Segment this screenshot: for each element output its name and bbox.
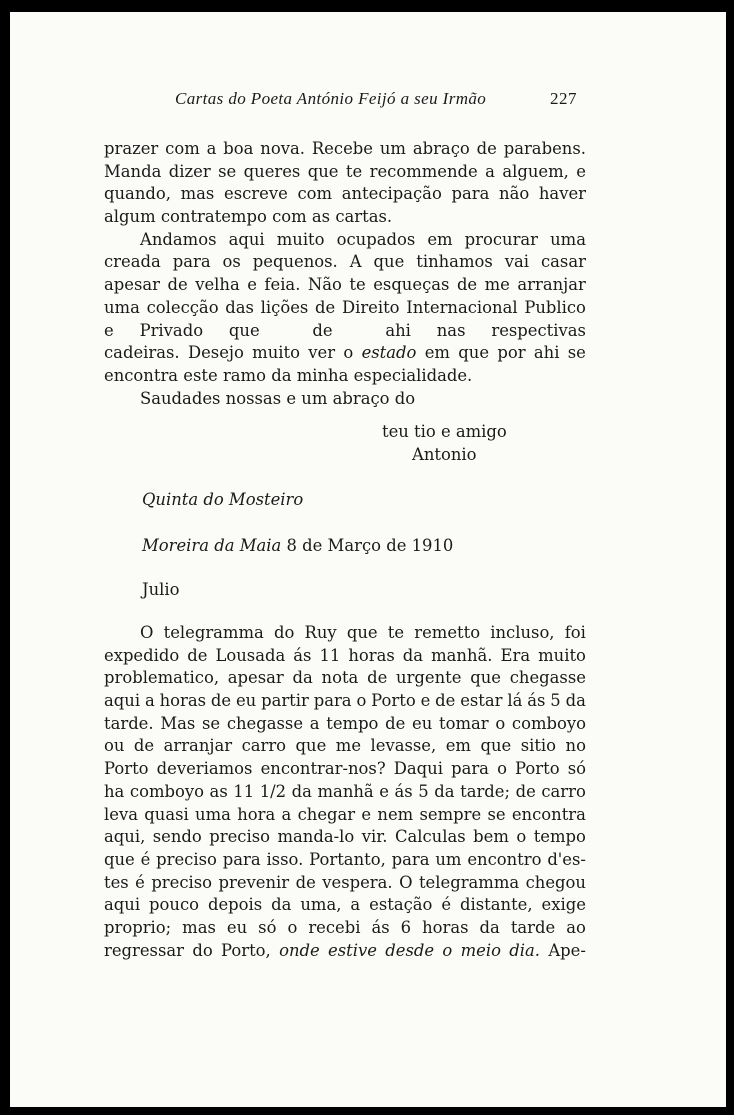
word: haver	[538, 184, 586, 204]
word: de	[367, 668, 388, 688]
word: alguem,	[502, 161, 569, 181]
word: ver	[308, 343, 336, 363]
word: tarde.	[104, 713, 154, 733]
word: tomar	[439, 713, 489, 733]
word: a	[309, 713, 320, 733]
word: lições	[260, 297, 309, 317]
word: contratempo	[160, 207, 267, 227]
word: a	[206, 139, 217, 158]
salutation: Julio	[142, 580, 180, 599]
word: Daqui	[393, 759, 443, 779]
word: aqui	[104, 691, 141, 711]
dateline-date: 8 de Março de 1910	[286, 536, 454, 555]
word: e	[379, 781, 389, 801]
word: da	[291, 781, 312, 801]
word: a	[485, 161, 495, 181]
word: que	[458, 343, 490, 363]
text-line	[104, 365, 586, 388]
word: d'es-	[547, 849, 586, 869]
word: Desejo	[187, 343, 244, 363]
word: não	[499, 184, 530, 204]
word: creada	[104, 252, 161, 272]
word: mas	[182, 917, 216, 937]
word: Andamos	[140, 229, 217, 249]
text-line	[104, 161, 586, 184]
word: ao	[566, 917, 586, 937]
word: muito	[538, 645, 586, 665]
word: para	[172, 252, 211, 272]
word: meio	[460, 940, 501, 960]
word: 6	[400, 917, 412, 937]
word: escreve	[224, 184, 288, 204]
word: urgente	[396, 668, 462, 688]
word: dia.	[509, 940, 541, 960]
word: desde	[385, 940, 435, 960]
word: nova.	[260, 139, 305, 158]
word: da	[292, 668, 313, 688]
word: no	[565, 736, 586, 756]
signature: Antonio	[412, 445, 477, 464]
text-line	[104, 388, 586, 411]
word: arranjar	[163, 736, 233, 756]
letter-dateline	[142, 536, 453, 555]
word: colecção	[146, 297, 219, 317]
word: estado	[361, 343, 417, 363]
word: do	[192, 940, 213, 960]
word: tarde	[510, 917, 556, 937]
word: encontro	[467, 849, 542, 869]
word: uma	[195, 804, 231, 824]
word: leva	[104, 804, 138, 824]
word: pequenos.	[252, 252, 338, 272]
word: minha	[296, 365, 349, 385]
word: cadeiras.	[104, 343, 180, 363]
word: da	[565, 691, 586, 711]
word: tarde;	[460, 781, 511, 801]
word: para	[313, 691, 352, 711]
word: esqueças	[373, 275, 450, 295]
word: Era	[500, 645, 531, 665]
text-line	[104, 251, 586, 274]
text-line	[104, 735, 586, 758]
text-line	[104, 917, 586, 940]
word: ha	[104, 781, 125, 801]
word: te	[387, 623, 405, 642]
word: manhã.	[431, 645, 493, 665]
word: pouco	[149, 895, 199, 915]
word: de	[385, 713, 406, 733]
word: só	[258, 917, 277, 937]
word: ramo	[222, 365, 266, 385]
word: Manda	[104, 161, 162, 181]
word: bem	[473, 827, 509, 847]
word: algum	[104, 207, 156, 227]
word: só	[567, 759, 586, 779]
word: procurar	[464, 229, 539, 249]
word: expedido	[104, 645, 180, 665]
text-line	[104, 713, 586, 736]
text-line	[104, 297, 586, 320]
word: ás	[371, 917, 390, 937]
word: preciso	[209, 827, 270, 847]
word: feia.	[264, 275, 301, 295]
word: que	[295, 736, 327, 756]
dateline-place: Moreira da Maia	[142, 536, 282, 555]
word: carro	[541, 781, 586, 801]
word: incluso,	[490, 623, 555, 642]
word: abraço	[332, 388, 390, 408]
word: vir.	[361, 827, 388, 847]
word: o	[287, 917, 298, 937]
word: chegasse	[226, 713, 304, 733]
word: a	[350, 895, 361, 915]
word: velha	[195, 275, 240, 295]
word: de	[295, 872, 316, 892]
text-line	[104, 206, 586, 229]
word: de	[210, 691, 232, 711]
word: em	[427, 229, 453, 249]
word: o	[497, 759, 507, 779]
word: Porto	[104, 759, 149, 779]
word: é	[140, 849, 151, 869]
word: Saudades	[140, 388, 221, 408]
word: O	[399, 872, 413, 892]
text-line	[104, 622, 586, 645]
word: parabens.	[503, 139, 586, 158]
word: encontrar-nos?	[260, 759, 386, 779]
word: do	[394, 388, 416, 408]
word: chegasse	[509, 668, 586, 688]
word: e	[576, 161, 586, 181]
word: em	[424, 343, 450, 363]
word: recommende	[369, 161, 478, 181]
word: a	[281, 804, 292, 824]
word: Mas	[160, 713, 196, 733]
word: ahi	[533, 343, 560, 363]
word: que	[346, 623, 378, 642]
word: por	[497, 343, 526, 363]
word: de	[312, 320, 333, 340]
word: ocupados	[336, 229, 416, 249]
word: que	[373, 252, 405, 272]
word: Internacional	[406, 297, 518, 317]
word: horas	[422, 917, 469, 937]
word: proprio;	[104, 917, 172, 937]
word: manda-lo	[277, 827, 355, 847]
word: um	[435, 849, 462, 869]
blank-gap	[286, 320, 287, 343]
word: casar	[540, 252, 586, 272]
word: horas	[159, 691, 207, 711]
word: quando,	[104, 184, 171, 204]
word: e	[247, 275, 257, 295]
word: Porto	[371, 691, 416, 711]
word: carro	[241, 736, 287, 756]
word: uma,	[300, 895, 342, 915]
word: que	[104, 849, 135, 869]
word: Lousada	[215, 645, 286, 665]
text-line	[104, 320, 586, 343]
word: para	[451, 184, 490, 204]
word: de	[515, 781, 536, 801]
word: apesar	[227, 668, 284, 688]
word: nem	[377, 804, 414, 824]
word: de	[187, 645, 208, 665]
word: de	[456, 275, 478, 295]
word: se	[218, 161, 237, 181]
word: deveriamos	[156, 759, 253, 779]
word: muito	[252, 343, 300, 363]
word: aqui	[228, 229, 265, 249]
word: eu	[235, 691, 257, 711]
word: e	[361, 804, 372, 824]
word: o	[442, 940, 453, 960]
word: das	[225, 297, 254, 317]
word: um	[301, 388, 328, 408]
word: com	[272, 207, 307, 227]
word: para	[391, 849, 430, 869]
word: da	[402, 645, 424, 665]
word: comboyo	[129, 781, 204, 801]
word: de	[435, 691, 456, 711]
word: Ape-	[548, 940, 586, 960]
word: de	[476, 139, 497, 158]
word: Ruy	[304, 623, 337, 642]
text-line	[104, 690, 586, 713]
word: e	[286, 388, 297, 408]
word: de	[167, 275, 188, 295]
word: o	[343, 343, 354, 363]
word: nossas	[225, 388, 282, 408]
word: que	[480, 736, 512, 756]
word: se	[201, 713, 221, 733]
text-line	[104, 274, 586, 297]
word: Publico	[524, 297, 586, 317]
word: um	[379, 139, 406, 158]
word: telegramma	[163, 623, 264, 642]
word: os	[222, 252, 241, 272]
word: e	[104, 320, 114, 340]
word: comboyo	[511, 713, 586, 733]
closing-line: teu tio e amigo	[382, 422, 507, 441]
word: prazer	[104, 139, 159, 158]
word: se	[567, 343, 586, 363]
word: é	[441, 895, 452, 915]
word: ás	[293, 645, 312, 665]
word: estação	[369, 895, 433, 915]
word: exige	[541, 895, 586, 915]
word: estar	[460, 691, 503, 711]
word: foi	[564, 623, 586, 642]
word: respectivas	[491, 320, 586, 340]
word: mas	[180, 184, 215, 204]
word: ás	[527, 691, 546, 711]
word: te	[349, 275, 366, 295]
word: queres	[243, 161, 301, 181]
word: de	[133, 736, 155, 756]
word: em	[445, 736, 471, 756]
word: isso.	[266, 849, 304, 869]
word: cartas.	[335, 207, 393, 227]
text-line	[104, 645, 586, 668]
word: eu	[226, 917, 248, 937]
word: te	[345, 161, 363, 181]
word: arranjar	[517, 275, 586, 295]
letter-2-text	[104, 622, 586, 962]
word: o	[356, 691, 367, 711]
word: as	[209, 781, 228, 801]
word: 1/2	[259, 781, 287, 801]
word: partir	[261, 691, 309, 711]
text-line	[104, 826, 586, 849]
word: hora	[237, 804, 276, 824]
text-line	[104, 229, 586, 252]
text-line	[104, 872, 586, 895]
word: remetto	[414, 623, 481, 642]
word: lá	[507, 691, 523, 711]
word: tempo	[326, 713, 379, 733]
word: chegou	[525, 872, 586, 892]
word: chegar	[297, 804, 356, 824]
word: é	[135, 872, 145, 892]
word: levasse,	[370, 736, 437, 756]
word: Portanto,	[309, 849, 386, 869]
word: eu	[412, 713, 433, 733]
word: com	[165, 139, 200, 158]
word: Direito	[341, 297, 400, 317]
word: vai	[504, 252, 530, 272]
word: da	[479, 917, 500, 937]
word: sendo	[152, 827, 202, 847]
word: nas	[436, 320, 466, 340]
word: prevenir	[218, 872, 290, 892]
word: 5	[550, 691, 561, 711]
word: recebi	[308, 917, 361, 937]
word: o	[495, 713, 506, 733]
word: Calculas	[394, 827, 466, 847]
word: do	[273, 623, 295, 642]
word: regressar	[104, 940, 184, 960]
word: especialidade.	[353, 365, 473, 385]
word: da	[271, 365, 292, 385]
word: o	[516, 827, 527, 847]
word: manhã	[317, 781, 374, 801]
word: preciso	[151, 872, 213, 892]
word: uma	[104, 297, 140, 317]
text-line	[104, 940, 586, 963]
page-number: 227	[550, 89, 577, 108]
word: e	[420, 691, 431, 711]
word: Não	[307, 275, 342, 295]
text-line	[104, 183, 586, 206]
text-line	[104, 894, 586, 917]
word: que	[470, 668, 501, 688]
word: para	[222, 849, 261, 869]
letter-place: Quinta do Mosteiro	[142, 490, 304, 509]
word: dizer	[168, 161, 211, 181]
word: me	[484, 275, 510, 295]
word: horas	[348, 645, 395, 665]
book-page	[10, 12, 726, 1107]
word: nota	[321, 668, 359, 688]
running-title: Cartas do Poeta António Feijó a seu Irmão	[175, 89, 487, 108]
word: tes	[104, 872, 129, 892]
letter-1-text	[104, 138, 586, 410]
text-line	[104, 804, 586, 827]
word: se	[487, 804, 506, 824]
word: a	[144, 691, 155, 711]
word: Privado	[139, 320, 204, 340]
word: 11	[233, 781, 255, 801]
word: Porto,	[221, 940, 271, 960]
word: muito	[276, 229, 325, 249]
word: onde	[279, 940, 320, 960]
word: de	[315, 297, 336, 317]
word: apesar	[104, 275, 160, 295]
text-line	[104, 758, 586, 781]
word: 11	[319, 645, 341, 665]
word: aqui,	[104, 827, 146, 847]
word: estive	[328, 940, 377, 960]
word: este	[183, 365, 218, 385]
word: ás	[394, 781, 413, 801]
word: distante,	[460, 895, 533, 915]
word: para	[451, 759, 489, 779]
word: encontra	[511, 804, 586, 824]
text-line	[104, 342, 586, 365]
word: Porto	[515, 759, 560, 779]
word: ahi	[385, 320, 411, 340]
word: quasi	[144, 804, 189, 824]
word: tinhamos	[416, 252, 493, 272]
word: vespera.	[322, 872, 393, 892]
word: 5	[418, 781, 429, 801]
word: antecipação	[341, 184, 442, 204]
word: as	[311, 207, 331, 227]
word: me	[335, 736, 362, 756]
word: problematico,	[104, 668, 220, 688]
text-line	[104, 667, 586, 690]
text-line	[104, 849, 586, 872]
word: da	[271, 895, 292, 915]
word: boa	[223, 139, 254, 158]
word: que	[228, 320, 260, 340]
word: da	[434, 781, 455, 801]
word: sempre	[419, 804, 482, 824]
word: aqui	[104, 895, 141, 915]
word: telegramma	[418, 872, 520, 892]
word: com	[297, 184, 333, 204]
word: que	[307, 161, 339, 181]
word: A	[349, 252, 362, 272]
text-line	[104, 138, 586, 161]
word: uma	[550, 229, 586, 249]
blank-gap	[358, 320, 359, 343]
word: O	[140, 623, 154, 642]
word: ou	[104, 736, 125, 756]
word: sitio	[520, 736, 557, 756]
word: abraço	[412, 139, 470, 158]
word: tempo	[533, 827, 586, 847]
word: encontra	[104, 365, 179, 385]
text-line	[104, 781, 586, 804]
word: depois	[207, 895, 263, 915]
word: preciso	[156, 849, 217, 869]
word: Recebe	[311, 139, 373, 158]
